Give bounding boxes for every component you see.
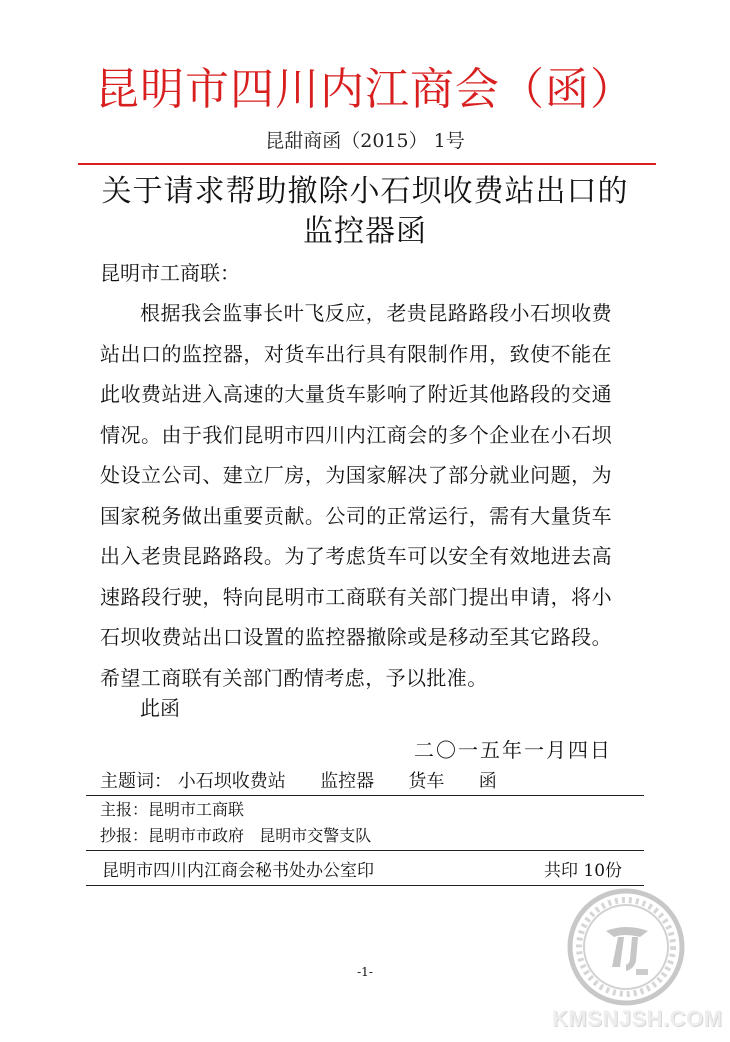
copy-count: 共印 10份 bbox=[544, 861, 623, 881]
document-number: 昆甜商函（2015） 1号 bbox=[265, 130, 465, 152]
divider-line bbox=[86, 885, 644, 886]
letter-heading-line-2: 监控器函 bbox=[303, 214, 427, 249]
chamber-seal-icon bbox=[566, 887, 686, 1007]
addressee: 昆明市工商联： bbox=[100, 261, 240, 285]
letter-heading-line-1: 关于请求帮助撤除小石坝收费站出口的 bbox=[101, 174, 629, 209]
red-divider bbox=[78, 163, 656, 165]
subject-keyword: 监控器 bbox=[320, 771, 375, 792]
letter-body: 根据我会监事长叶飞反应，老贵昆路路段小石坝收费站出口的监控器，对货车出行具有限制作用，致使不能在此收费站进入高速的大量货车影响了附近其他路段的交通情况。由于我们昆明市四川内江商会的多个企业在小石坝处设立公司、建立厂房，为国家解决了部分就业问题，为国家税务做出重要贡献。公司的正常运行，需有大量货车出入老贵昆路路段。为了考虑货车可以安全有效地进去高速路段行驶，特向昆明市工商联有关部门提出申请，将小石坝收费站出口设置的监控器撤除或是移动至其它路段。希望工商联有关部门酌情考虑，予以批准。 bbox=[100, 301, 612, 690]
cc-recipient-row bbox=[100, 824, 371, 848]
subject-keywords bbox=[100, 769, 497, 795]
cc-recipient: 昆明市交警支队 bbox=[259, 826, 372, 845]
main-recipient-label: 主报： bbox=[100, 800, 149, 819]
issuing-office: 昆明市四川内江商会秘书处办公室印 bbox=[102, 861, 374, 881]
subject-label: 主题词： bbox=[100, 771, 172, 792]
cc-recipient: 昆明市市政府 bbox=[148, 826, 245, 845]
page-number: -1- bbox=[357, 965, 373, 979]
subject-keyword: 货车 bbox=[408, 771, 445, 792]
closing-phrase: 此函 bbox=[140, 696, 180, 720]
divider-line bbox=[86, 850, 644, 851]
subject-keyword: 函 bbox=[478, 771, 497, 792]
org-title: 昆明市四川内江商会（函） bbox=[95, 64, 635, 115]
divider-line bbox=[86, 795, 644, 796]
main-recipient: 昆明市工商联 bbox=[148, 800, 245, 819]
subject-keyword: 小石坝收费站 bbox=[177, 771, 286, 792]
main-recipient-row bbox=[100, 798, 244, 822]
letter-date: 二〇一五年一月四日 bbox=[414, 738, 612, 762]
cc-label: 抄报： bbox=[100, 826, 149, 845]
site-watermark: KMSNJSH.COM bbox=[552, 1006, 723, 1031]
